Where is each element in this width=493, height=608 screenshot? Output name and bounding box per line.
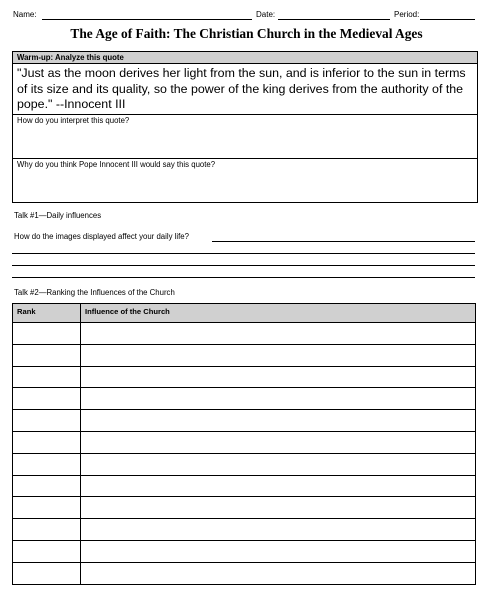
name-field[interactable]: [0, 9, 493, 21]
table-row: [13, 344, 476, 366]
why-answer-box[interactable]: [13, 159, 477, 201]
date-label: Date:: [256, 10, 276, 19]
rank-cell[interactable]: [13, 388, 81, 410]
talk1-question: How do the images displayed affect your daily life?: [14, 232, 189, 241]
rank-column-header: Rank: [13, 304, 81, 323]
table-row: [13, 453, 476, 475]
rank-cell[interactable]: [13, 540, 81, 562]
rank-cell[interactable]: [13, 475, 81, 497]
influence-cell[interactable]: [81, 344, 476, 366]
interpret-question: How do you interpret this quote?: [17, 116, 130, 125]
table-row: [13, 497, 476, 519]
warmup-box: [12, 51, 478, 203]
talk2-heading: Talk #2—Ranking the Influences of the Church: [14, 288, 175, 297]
table-row: [13, 323, 476, 345]
influence-cell[interactable]: [81, 562, 476, 584]
influence-cell[interactable]: [81, 410, 476, 432]
talk1-heading: Talk #1—Daily influences: [14, 211, 102, 220]
answer-line[interactable]: [12, 253, 475, 254]
table-row: [13, 431, 476, 453]
rank-cell[interactable]: [13, 344, 81, 366]
table-row: [13, 540, 476, 562]
influence-cell[interactable]: [81, 323, 476, 345]
name-label: Name:: [13, 10, 37, 19]
ranking-table: [12, 303, 476, 585]
influence-cell[interactable]: [81, 475, 476, 497]
influence-cell[interactable]: [81, 388, 476, 410]
rank-cell[interactable]: [13, 431, 81, 453]
rank-cell[interactable]: [13, 497, 81, 519]
influence-column-header: Influence of the Church: [81, 304, 476, 323]
talk1-answer-line[interactable]: [212, 241, 475, 242]
ranking-table-body: [13, 323, 476, 585]
why-question: Why do you think Pope Innocent III would say this quote?: [17, 160, 216, 169]
period-line[interactable]: [420, 19, 475, 20]
rank-cell[interactable]: [13, 519, 81, 541]
warmup-quote: "Just as the moon derives her light from the sun, and is inferior to the sun in terms of its size and its quality, so the power of the king derives from the authority of the pope." --Innocent III: [13, 64, 477, 115]
date-line[interactable]: [278, 19, 390, 20]
warmup-heading: Warm-up: Analyze this quote: [13, 52, 477, 64]
influence-cell[interactable]: [81, 431, 476, 453]
period-label: Period:: [394, 10, 420, 19]
rank-cell[interactable]: [13, 410, 81, 432]
answer-line[interactable]: [12, 277, 475, 278]
name-line[interactable]: [42, 19, 252, 20]
rank-cell[interactable]: [13, 562, 81, 584]
table-row: [13, 519, 476, 541]
table-row: [13, 410, 476, 432]
table-row: [13, 475, 476, 497]
influence-cell[interactable]: [81, 540, 476, 562]
page-title: The Age of Faith: The Christian Church in the Medieval Ages: [70, 26, 423, 41]
table-row: [13, 388, 476, 410]
rank-cell[interactable]: [13, 366, 81, 388]
answer-line[interactable]: [12, 265, 475, 266]
influence-cell[interactable]: [81, 519, 476, 541]
ranking-header-row: [13, 304, 476, 323]
rank-cell[interactable]: [13, 453, 81, 475]
table-row: [13, 562, 476, 584]
influence-cell[interactable]: [81, 453, 476, 475]
table-row: [13, 366, 476, 388]
influence-cell[interactable]: [81, 497, 476, 519]
interpret-answer-box[interactable]: [13, 115, 477, 159]
influence-cell[interactable]: [81, 366, 476, 388]
rank-cell[interactable]: [13, 323, 81, 345]
